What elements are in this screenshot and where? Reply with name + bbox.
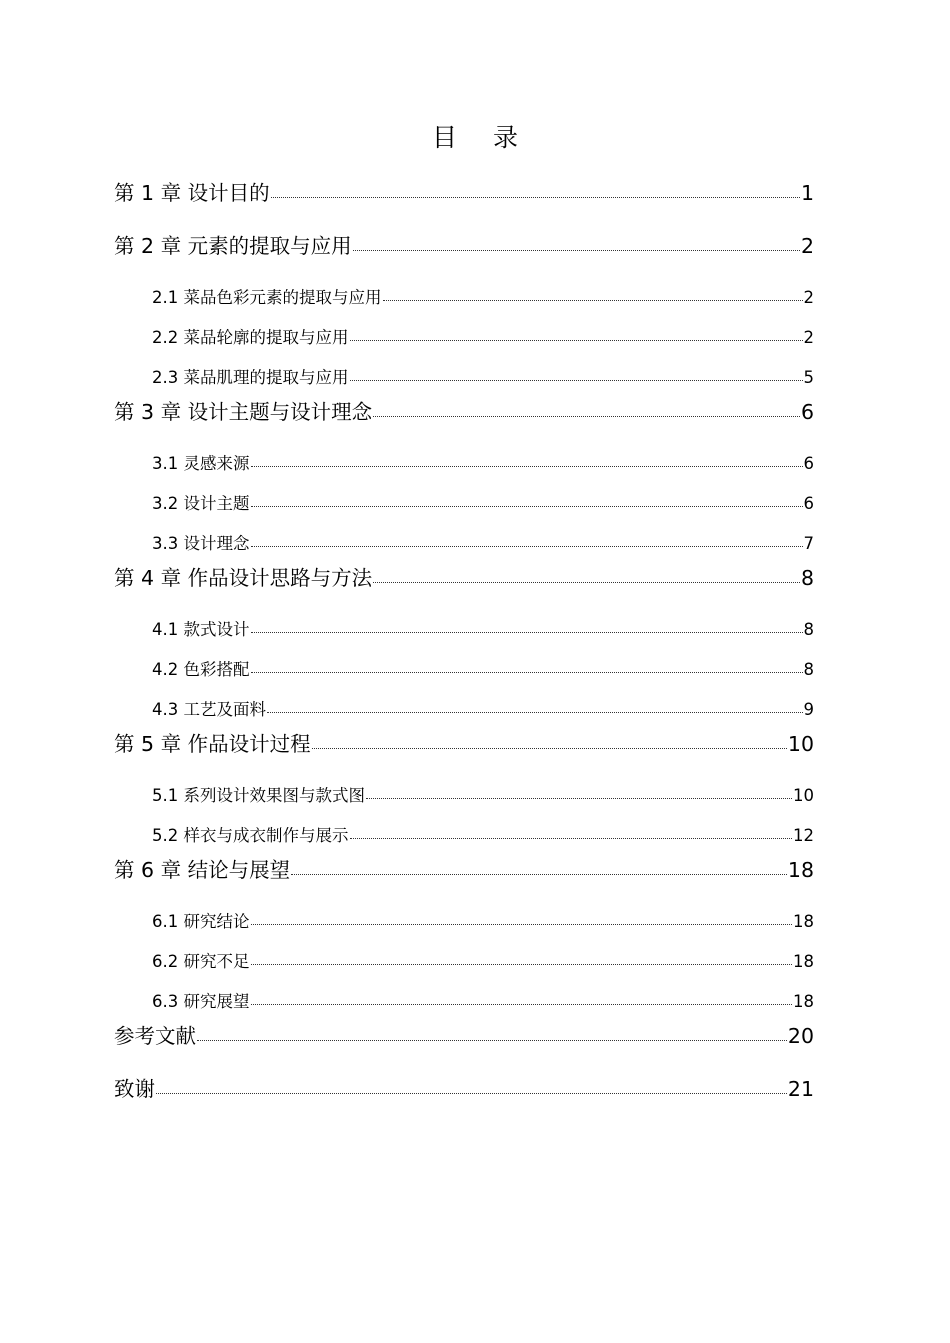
toc-entry-label: 2.1 菜品色彩元素的提取与应用 (152, 288, 382, 307)
toc-page-number: 6 (803, 494, 814, 513)
toc-entry-label: 第 5 章 作品设计过程 (114, 732, 311, 756)
toc-title: 目 录 (432, 123, 532, 152)
toc-entry-label: 6.3 研究展望 (152, 992, 250, 1011)
toc-page-number: 2 (803, 328, 814, 347)
toc-section-entry[interactable] (114, 610, 814, 650)
toc-chapter-entry[interactable] (114, 172, 814, 225)
dot-leader (350, 340, 803, 341)
toc-chapter-entry[interactable] (114, 1015, 814, 1068)
toc-section-entry[interactable] (114, 816, 814, 849)
toc-entry-label: 2.3 菜品肌理的提取与应用 (152, 368, 349, 387)
toc-entry-label: 5.2 样衣与成衣制作与展示 (152, 826, 349, 845)
toc-section-entry[interactable] (114, 690, 814, 723)
dot-leader (383, 300, 803, 301)
dot-leader (251, 964, 793, 965)
dot-leader (156, 1093, 787, 1094)
toc-section-entry[interactable] (114, 484, 814, 524)
dot-leader (350, 380, 803, 381)
toc-page-number: 2 (803, 288, 814, 307)
toc-section-entry[interactable] (114, 982, 814, 1015)
dot-leader (251, 632, 803, 633)
toc-page-number: 8 (800, 566, 814, 590)
toc-entry-label: 第 1 章 设计目的 (114, 181, 270, 205)
toc-page-number: 10 (787, 732, 814, 756)
toc-entry-label: 6.2 研究不足 (152, 952, 250, 971)
toc-section-entry[interactable] (114, 776, 814, 816)
toc-chapter-entry[interactable] (114, 225, 814, 278)
toc-entry-label: 4.3 工艺及面料 (152, 700, 266, 719)
toc-page-number: 8 (803, 660, 814, 679)
dot-leader (350, 838, 793, 839)
toc-page-number: 6 (803, 454, 814, 473)
toc-entry-label: 第 3 章 设计主题与设计理念 (114, 400, 373, 424)
dot-leader (373, 416, 800, 417)
toc-section-entry[interactable] (114, 942, 814, 982)
toc-page-number: 18 (793, 992, 814, 1011)
toc-entry-label: 2.2 菜品轮廓的提取与应用 (152, 328, 349, 347)
toc-entry-label: 第 6 章 结论与展望 (114, 858, 291, 882)
dot-leader (366, 798, 792, 799)
toc-page-number: 20 (787, 1024, 814, 1048)
toc-entry-label: 3.3 设计理念 (152, 534, 250, 553)
toc-section-entry[interactable] (114, 902, 814, 942)
toc-page-number: 5 (803, 368, 814, 387)
toc-chapter-entry[interactable] (114, 557, 814, 610)
toc-page-number: 1 (800, 181, 814, 205)
dot-leader (251, 466, 803, 467)
toc-entry-label: 3.2 设计主题 (152, 494, 250, 513)
dot-leader (251, 672, 803, 673)
toc-page-number: 21 (787, 1077, 814, 1101)
toc-entry-label: 3.1 灵感来源 (152, 454, 250, 473)
dot-leader (271, 197, 800, 198)
toc-section-entry[interactable] (114, 358, 814, 391)
toc-page-number: 10 (793, 786, 814, 805)
toc-chapter-entry[interactable] (114, 849, 814, 902)
toc-page-number: 8 (803, 620, 814, 639)
toc-page-number: 7 (803, 534, 814, 553)
dot-leader (251, 1004, 793, 1005)
dot-leader (353, 250, 800, 251)
toc-chapter-entry[interactable] (114, 723, 814, 776)
toc-entry-label: 4.1 款式设计 (152, 620, 250, 639)
toc-section-entry[interactable] (114, 650, 814, 690)
dot-leader (251, 506, 803, 507)
toc-page-number: 6 (800, 400, 814, 424)
toc-page-number: 18 (793, 952, 814, 971)
toc-entry-label: 参考文献 (114, 1024, 196, 1048)
dot-leader (267, 712, 803, 713)
dot-leader (373, 582, 800, 583)
toc-section-entry[interactable] (114, 318, 814, 358)
toc-page-number: 2 (800, 234, 814, 258)
toc-entry-label: 6.1 研究结论 (152, 912, 250, 931)
dot-leader (197, 1040, 787, 1041)
dot-leader (291, 874, 787, 875)
toc-page-number: 12 (793, 826, 814, 845)
toc-entry-label: 第 4 章 作品设计思路与方法 (114, 566, 373, 590)
toc-chapter-entry[interactable] (114, 391, 814, 444)
toc-page-number: 18 (787, 858, 814, 882)
toc-entry-label: 4.2 色彩搭配 (152, 660, 250, 679)
toc-entry-label: 致谢 (114, 1077, 155, 1101)
toc-chapter-entry[interactable] (114, 1068, 814, 1121)
toc-page-number: 18 (793, 912, 814, 931)
dot-leader (251, 546, 803, 547)
toc-section-entry[interactable] (114, 444, 814, 484)
dot-leader (251, 924, 793, 925)
toc-list (114, 172, 814, 1121)
dot-leader (312, 748, 787, 749)
toc-entry-label: 第 2 章 元素的提取与应用 (114, 234, 352, 258)
toc-entry-label: 5.1 系列设计效果图与款式图 (152, 786, 365, 805)
toc-section-entry[interactable] (114, 524, 814, 557)
toc-section-entry[interactable] (114, 278, 814, 318)
toc-page-number: 9 (803, 700, 814, 719)
